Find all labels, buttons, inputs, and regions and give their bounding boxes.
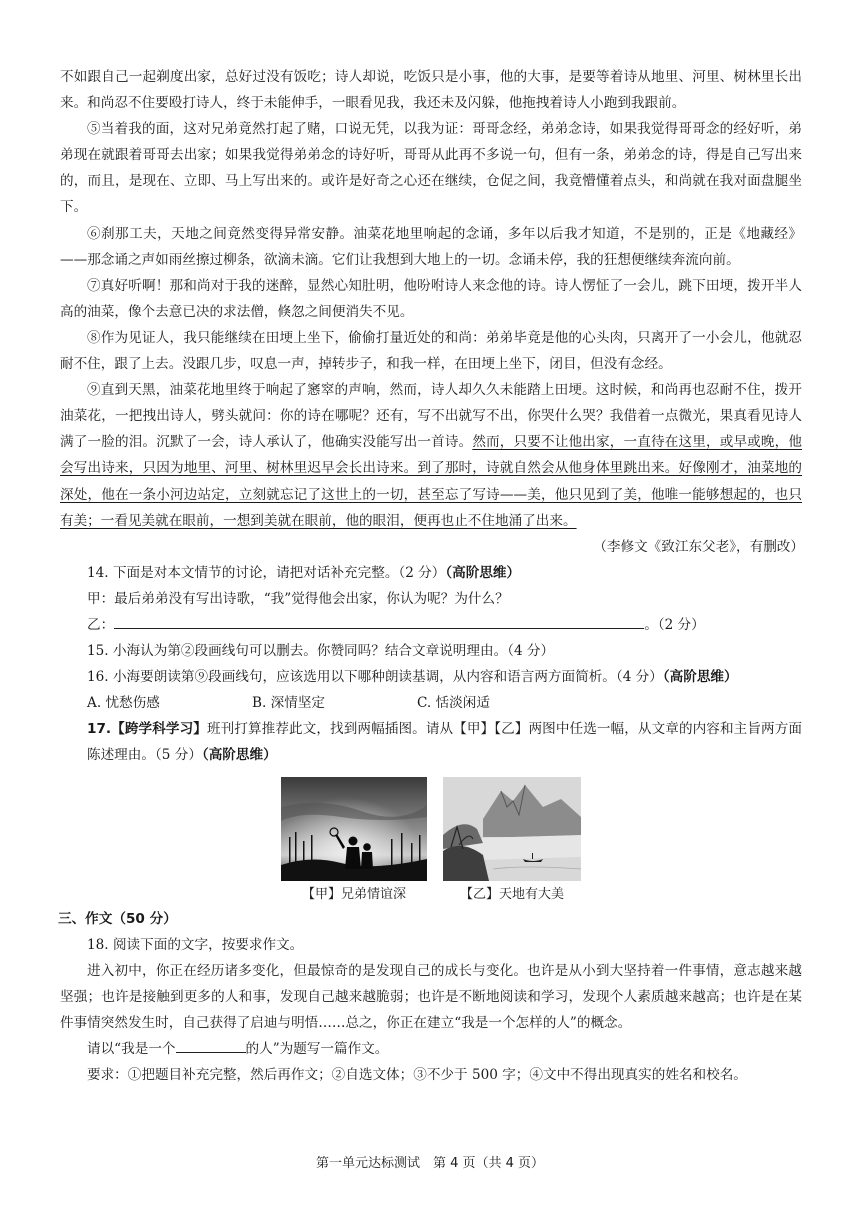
page-footer: 第一单元达标测试 第 4 页（共 4 页） — [315, 1156, 545, 1171]
question-18: 18. 阅读下面的文字，按要求作文。 — [87, 936, 304, 953]
essay-title-instruction — [60, 1036, 802, 1062]
landscape-painting-image — [443, 777, 581, 881]
question-17-tag2: （高阶思维） — [201, 747, 277, 764]
brothers-silhouette-image — [281, 777, 427, 881]
paragraph-5: ⑤当着我的面，这对兄弟竟然打起了赌，口说无凭，以我为证：哥哥念经，弟弟念诗，如果我觉得哥哥念的经好听，弟弟现在就跟着哥哥去出家；如果我觉得弟弟念的诗好听，哥哥从此再不多说一句，但有一条，弟弟念的诗，得是自己写出来的，而且，是现在、立即、马上写出来的。或许是好奇之心还在继续，仓促之间，我竟懵懂着点头，和尚就在我对面盘腿坐下。 — [60, 121, 802, 216]
question-15: 15. 小海认为第②段画线句可以删去。你赞同吗？结合文章说明理由。（4 分） — [87, 643, 555, 660]
page-content — [60, 64, 802, 1088]
question-14-yi-label: 乙： — [87, 616, 115, 633]
illustrations — [60, 777, 802, 906]
option-b[interactable]: B. 深情坚定 — [252, 695, 326, 712]
figure-jia — [281, 777, 427, 906]
option-c[interactable]: C. 恬淡闲适 — [417, 695, 490, 712]
question-17 — [60, 716, 802, 768]
question-17-text: 班刊打算推荐此文，找到两幅插图。请从【甲】【乙】两图中任选一幅，从文章的内容和主旨两方面陈述理由。（5 分） — [87, 721, 802, 764]
source-citation: （李修文《致江东父老》，有删改） — [593, 538, 804, 555]
paragraph-8: ⑧作为见证人，我只能继续在田埂上坐下，偷偷打量近处的和尚：弟弟毕竟是他的心头肉，只离开了一小会儿，他就忍耐不住，跟了上去。没跟几步，叹息一声，掉转步子，和我一样，在田埂上坐下，闭目，但没有念经。 — [60, 329, 802, 373]
answer-blank[interactable] — [114, 614, 644, 629]
question-16-options — [60, 690, 802, 716]
question-16-tag: （高阶思维） — [662, 669, 738, 686]
title-blank[interactable] — [176, 1038, 246, 1053]
question-14-yi-end: 。（2 分） — [644, 616, 705, 633]
question-14 — [60, 560, 802, 586]
title-suffix: 的人”为题写一篇作文。 — [245, 1041, 389, 1057]
title-prefix: 请以“我是一个 — [87, 1041, 176, 1057]
paragraph-6: ⑥刹那工夫，天地之间竟然变得异常安静。油菜花地里响起的念诵，多年以后我才知道，不是别的，正是《地藏经》——那念诵之声如雨丝擦过柳条，欲滴未滴。它们让我想到大地上的一切。念诵未停，我的狂想便继续奔流向前。 — [60, 225, 802, 268]
figure-yi — [443, 777, 581, 906]
question-17-tag: 17.【跨学科学习】 — [87, 721, 207, 738]
paragraph-9 — [60, 377, 802, 534]
question-14-yi — [60, 612, 802, 638]
essay-prompt: 进入初中，你正在经历诸多变化，但最惊奇的是发现自己的成长与变化。也许是从小到大坚持着一件事情，意志越来越坚强；也许是接触到更多的人和事，发现自己越来越脆弱；也许是不断地阅读和学习，发现个人素质越来越高；也许是在某件事情突然发生时，自己获得了启迪与明悟……总之，你正在建立“我是一个怎样的人”的概念。 — [60, 962, 802, 1031]
question-16 — [60, 664, 802, 690]
figure-jia-caption: 【甲】兄弟情谊深 — [301, 886, 406, 902]
question-14-tag: （高阶思维） — [445, 564, 521, 581]
question-14-jia: 甲：最后弟弟没有写出诗歌，“我”觉得他会出家，你认为呢？为什么？ — [87, 590, 509, 607]
paragraph-9-text: ⑨直到天黑，油菜花地里终于响起了窸窣的声响，然而，诗人却久久未能踏上田埂。这时候，和尚再也忍耐不住，拨开油菜花，一把拽出诗人，劈头就问：你的诗在哪呢？还有，写不出就写不出，你哭什么哭？我借着一点微光，果真看见诗人满了一脸的泪。沉默了一会，诗人承认了，他确实没能写出一首诗。 — [60, 382, 802, 451]
figure-yi-caption: 【乙】天地有大美 — [459, 886, 564, 902]
essay-requirements: 要求：①把题目补充完整，然后再作文；②自选文体；③不少于 500 字；④文中不得出现真实的姓名和校名。 — [87, 1067, 747, 1084]
paragraph-continued: 不如跟自己一起剃度出家，总好过没有饭吃；诗人却说，吃饭只是小事，他的大事，是要等着诗从地里、河里、树林里长出来。和尚忍不住要殴打诗人，终于未能伸手，一眼看见我，我还未及闪躲，他拖拽着诗人小跑到我跟前。 — [60, 69, 802, 112]
option-a[interactable]: A. 忧愁伤感 — [87, 695, 160, 712]
section-heading: 三、作文（50 分） — [58, 910, 177, 927]
underlined-sentence: 然而，只要不让他出家，一直待在这里，或早或晚，他会写出诗来，只因为地里、河里、树林里迟早会长出诗来。到了那时，诗就自然会从他身体里跳出来。好像刚才，油菜地的深处，他在一条小河边站定，立刻就忘记了这世上的一切，甚至忘了写诗——美，他只见到了美，他唯一能够想起的，也只有美；一看见美就在眼前，一想到美就在眼前，他的眼泪，便再也止不住地涌了出来。 — [60, 434, 803, 529]
question-14-text: 14. 下面是对本文情节的讨论，请把对话补充完整。（2 分） — [87, 564, 446, 581]
question-16-text: 16. 小海要朗读第⑨段画线句，应该选用以下哪种朗读基调，从内容和语言两方面简析。（4 分） — [87, 669, 663, 686]
paragraph-7: ⑦真好听啊！那和尚对于我的迷醉，显然心知肚明，他吩咐诗人来念他的诗。诗人愣怔了一会儿，跳下田埂，拨开半人高的油菜，像个去意已决的求法僧，倏忽之间便消失不见。 — [60, 277, 802, 320]
